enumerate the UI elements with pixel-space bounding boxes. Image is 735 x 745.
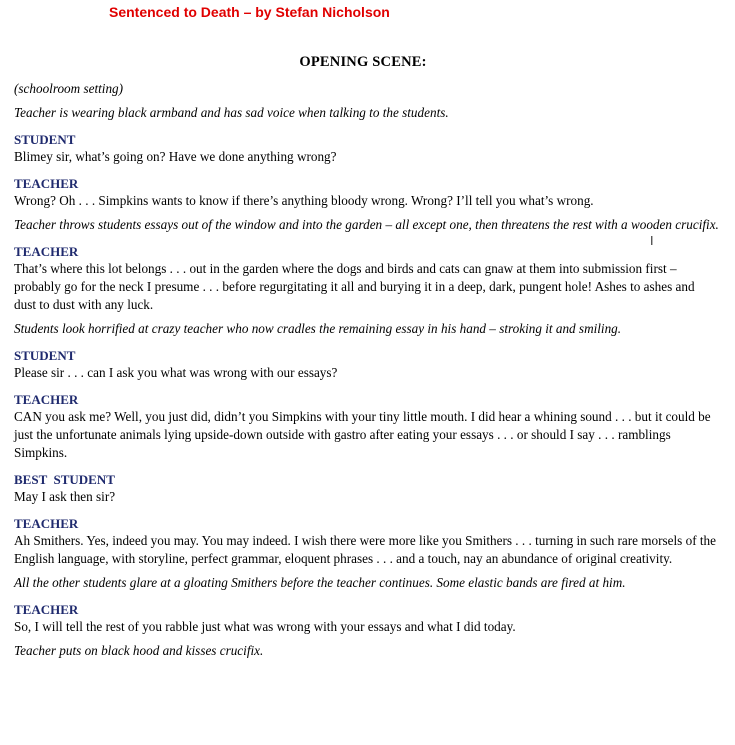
dialogue-block [14, 472, 719, 506]
speaker-name: TEACHER [14, 602, 79, 617]
dialogue-line: So, I will tell the rest of you rabble just what was wrong with your essays and what I did today. [14, 619, 516, 634]
dialogue-line: Blimey sir, what’s going on? Have we done anything wrong? [14, 149, 337, 164]
speaker-name: TEACHER [14, 176, 79, 191]
dialogue-block [14, 244, 719, 338]
dialogue-block [14, 392, 719, 462]
dialogue-line: Please sir . . . can I ask you what was wrong with our essays? [14, 365, 338, 380]
speaker-name: TEACHER [14, 392, 79, 407]
speaker-name: STUDENT [14, 348, 76, 363]
stage-direction: Teacher puts on black hood and kisses crucifix. [14, 643, 264, 658]
stage-direction: All the other students glare at a gloating Smithers before the teacher continues. Some elastic bands are fired at him. [14, 575, 626, 590]
stage-direction: Students look horrified at crazy teacher who now cradles the remaining essay in his hand – stroking it and smiling. [14, 321, 622, 336]
dialogue-block [14, 348, 719, 382]
speaker-name: BEST STUDENT [14, 472, 115, 487]
dialogue-line: Ah Smithers. Yes, indeed you may. You may indeed. I wish there were more like you Smithers . . . turning in such rare morsels of the English language, with storyline, perfect grammar, eloquent phrases . . . and a touch, nay an abundance of original creativity. [14, 533, 716, 566]
dialogue-line: That’s where this lot belongs . . . out in the garden where the dogs and birds and cats can gnaw at them into submission first – probably go for the neck I presume . . . before regurgitating it all and burying it in a deep, dark, pungent hole! Ashes to ashes and dust to dust with any luck. [14, 261, 695, 312]
dialogue-line: CAN you ask me? Well, you just did, didn’t you Simpkins with your tiny little mouth. I did hear a whining sound . . . but it could be just the unfortunate animals lying upside-down outside with gastro after eating your essays . . . or should I say . . . ramblings Simpkins. [14, 409, 711, 460]
script-body [14, 80, 719, 660]
speaker-name: STUDENT [14, 132, 76, 147]
dialogue-block [14, 176, 719, 234]
speaker-name: TEACHER [14, 244, 79, 259]
stage-direction: Teacher throws students essays out of the window and into the garden – all except one, then threatens the rest with a wooden crucifix. [14, 217, 719, 232]
text-cursor-icon: I [650, 234, 654, 248]
dialogue-line: Wrong? Oh . . . Simpkins wants to know if there’s anything bloody wrong. Wrong? I’ll tell you what’s wrong. [14, 193, 594, 208]
dialogue-block [14, 132, 719, 166]
dialogue-line: May I ask then sir? [14, 489, 116, 504]
dialogue-block [14, 516, 719, 592]
intro-stage-direction: Teacher is wearing black armband and has sad voice when talking to the students. [14, 105, 449, 120]
dialogue-block [14, 602, 719, 660]
document-title: Sentenced to Death – by Stefan Nicholson [109, 4, 390, 20]
speaker-name: TEACHER [14, 516, 79, 531]
setting-direction: (schoolroom setting) [14, 81, 124, 96]
scene-heading: OPENING SCENE: [299, 54, 427, 70]
